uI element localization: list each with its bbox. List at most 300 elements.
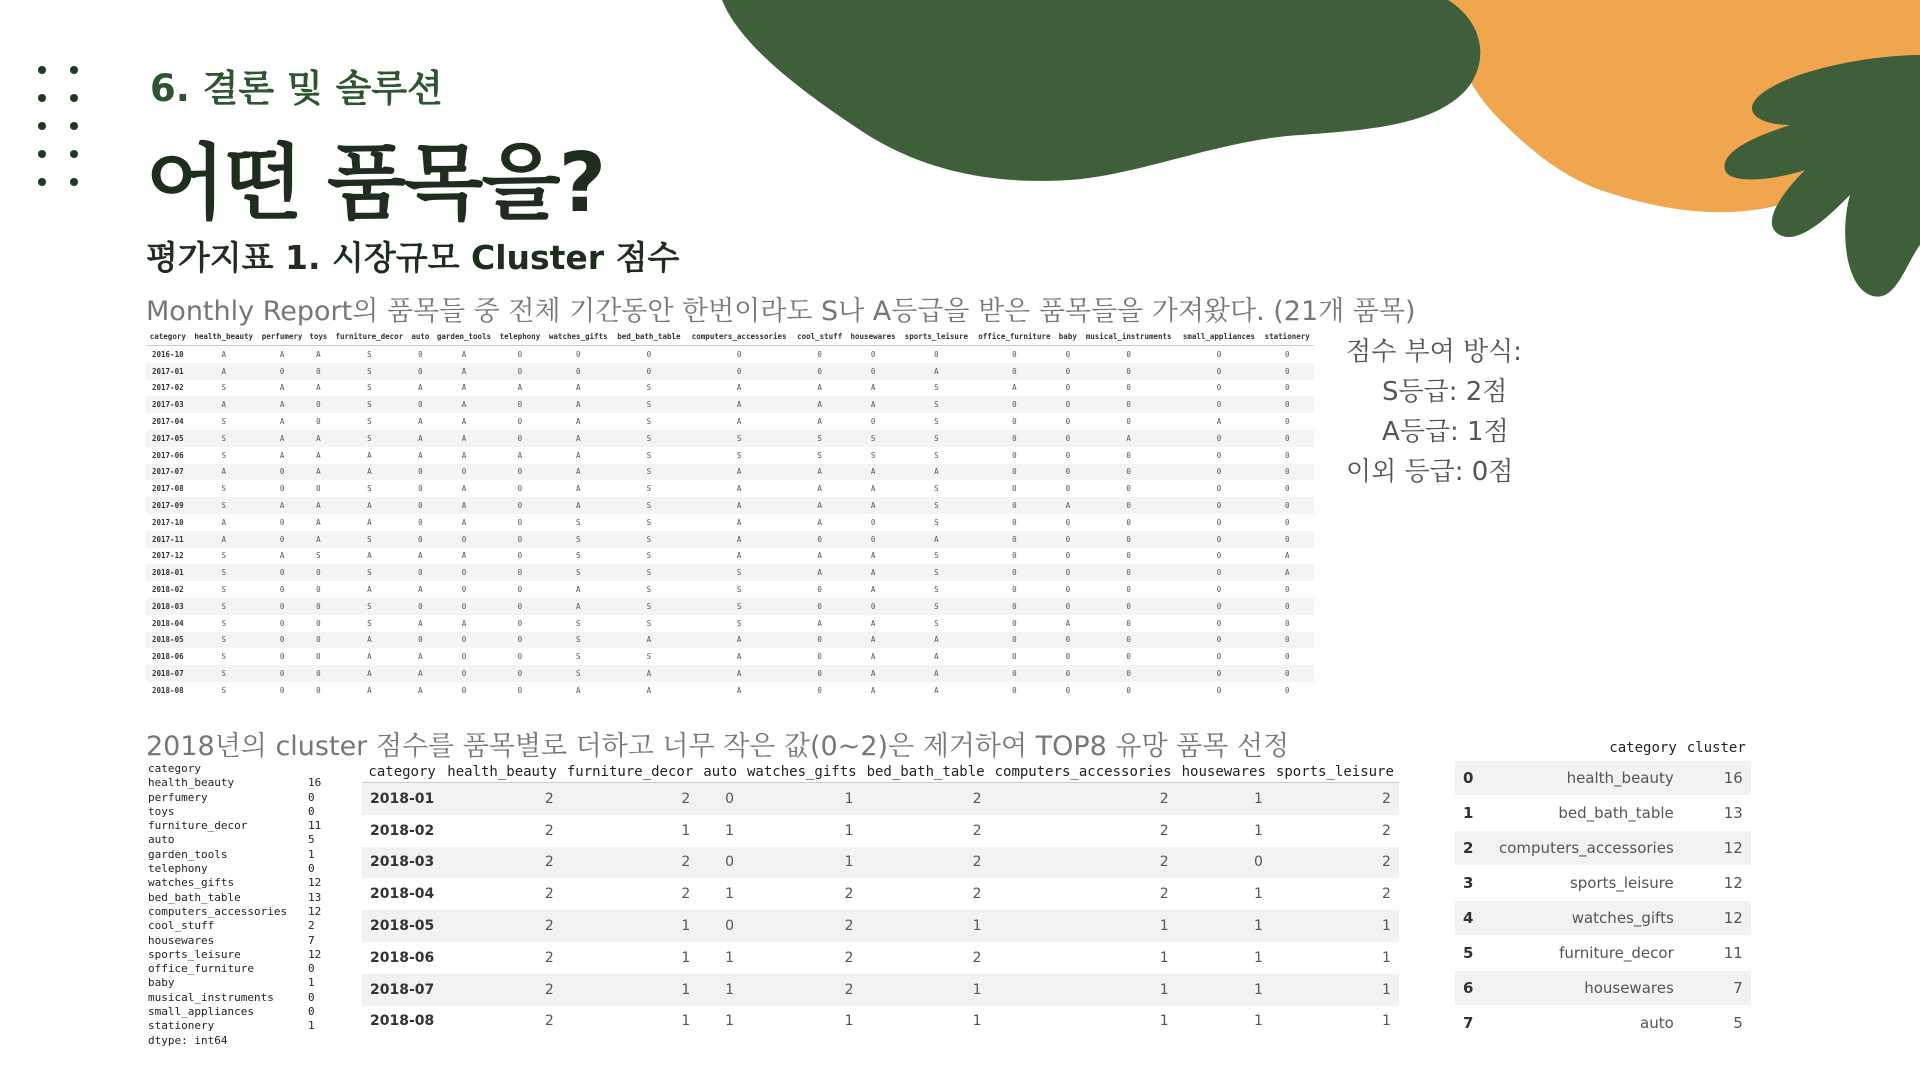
table-cell: A — [1080, 430, 1178, 447]
page-title: 어떤 품목을? — [146, 136, 605, 231]
table-cell: A — [330, 497, 408, 514]
table-cell: S — [793, 430, 846, 447]
table-cell: A — [279, 551, 285, 561]
series-row — [148, 904, 322, 919]
series-key: furniture_decor — [148, 819, 248, 833]
table-cell: A — [461, 417, 467, 427]
series-value: 0 — [308, 804, 315, 818]
column-header: toys — [306, 328, 330, 346]
table-cell: 0 — [517, 618, 523, 628]
table-cell: A — [306, 430, 330, 447]
table-cell: 1 — [698, 974, 742, 1006]
table-cell: 0 — [408, 564, 432, 581]
table-cell: S — [330, 430, 408, 447]
table-cell: 0 — [418, 484, 423, 494]
table-cell: A — [330, 464, 408, 481]
table-row — [146, 464, 1314, 481]
table-cell: A — [279, 349, 285, 359]
table-cell: 0 — [432, 464, 495, 481]
table-cell: 2 — [442, 847, 562, 879]
table-cell: 2018-08 — [152, 685, 184, 695]
table-cell: 0 — [1080, 665, 1178, 682]
table-cell: 0 — [1126, 618, 1131, 628]
table-cell: 0 — [306, 564, 330, 581]
table-cell: 0 — [973, 497, 1056, 514]
table-cell: S — [190, 632, 258, 649]
table-cell: 2018-06 — [152, 652, 184, 662]
table-cell: 0 — [1126, 383, 1131, 393]
description-monthly: Monthly Report의 품목들 중 전체 기간동안 한번이라도 S나 A등급을 받은 품목들을 가져왔다. (21개 품목) — [146, 296, 1416, 327]
table-cell: 5 — [1682, 1006, 1751, 1041]
table-cell: 2 — [742, 910, 862, 942]
table-cell: 0 — [973, 363, 1056, 380]
table-cell: 0 — [258, 464, 307, 481]
table-row — [146, 430, 1314, 447]
table-cell: S — [221, 551, 226, 561]
table-cell: 1 — [844, 1013, 854, 1030]
table-cell: S — [934, 585, 939, 595]
table-cell: 1 — [990, 974, 1177, 1006]
table-cell: bed_bath_table — [1491, 796, 1682, 831]
table-cell: S — [221, 450, 226, 460]
series-value: 7 — [308, 933, 315, 947]
table-cell: A — [461, 450, 467, 460]
table-cell: A — [418, 685, 423, 695]
table-cell: 2 — [544, 822, 554, 839]
table-cell: 0 — [1126, 417, 1131, 427]
table-cell: 2018-01 — [362, 783, 442, 815]
table-cell: 2017-04 — [152, 417, 184, 427]
table-cell: 2 — [1271, 847, 1399, 879]
table-cell: S — [330, 531, 408, 548]
table-cell: 0 — [1080, 396, 1178, 413]
table-cell: 1 — [1159, 949, 1169, 966]
table-cell: 0 — [1177, 564, 1260, 581]
series-value: 12 — [308, 904, 322, 918]
table-cell: 0 — [408, 363, 432, 380]
column-header: cluster — [1686, 740, 1746, 756]
table-cell: 0 — [1056, 564, 1080, 581]
table-row — [146, 363, 1314, 380]
series-row — [148, 1019, 318, 1033]
table-cell: 2017-12 — [152, 551, 184, 561]
table-cell: 2 — [972, 822, 982, 839]
table-row — [146, 598, 1314, 615]
table-cell: 0 — [1056, 363, 1080, 380]
table-cell: A — [190, 396, 258, 413]
table-cell: 0 — [1216, 450, 1222, 460]
table-row — [146, 346, 1314, 363]
table-cell: A — [846, 632, 899, 649]
table-cell: 2 — [742, 974, 862, 1006]
table-cell: 0 — [279, 585, 285, 595]
table-cell: 2 — [862, 847, 990, 879]
table-cell: 0 — [1216, 349, 1222, 359]
table-cell: S — [685, 564, 792, 581]
series-value: 1 — [308, 976, 315, 990]
table-cell: 0 — [496, 464, 545, 481]
table-cell: 2 — [844, 886, 854, 903]
table-cell: 0 — [1284, 349, 1290, 359]
table-cell: S — [367, 383, 372, 393]
scoring-title: 점수 부여 방식: — [1346, 337, 1522, 367]
table-cell: 0 — [496, 363, 545, 380]
series-key: baby — [148, 976, 175, 990]
table-cell: A — [934, 685, 939, 695]
table-cell: 6 — [1455, 971, 1491, 1006]
cluster-score-table-2018 — [362, 762, 1399, 1037]
table-cell: A — [870, 383, 876, 393]
table-cell: A — [576, 417, 581, 427]
green-blob — [722, 0, 1480, 181]
table-cell: 0 — [408, 464, 432, 481]
table-cell: S — [612, 531, 685, 548]
table-cell: 0 — [279, 484, 285, 494]
table-cell: 0 — [1065, 417, 1071, 427]
table-cell: 0 — [316, 685, 321, 695]
series-key: toys — [148, 804, 175, 818]
table-cell: 0 — [517, 484, 523, 494]
column-header: furniture_decor — [562, 762, 698, 783]
table-cell: S — [646, 484, 652, 494]
table-cell: 1 — [681, 949, 691, 966]
table-cell: S — [190, 564, 258, 581]
table-cell: 0 — [1177, 665, 1260, 682]
table-cell: 1 — [862, 910, 990, 942]
table-cell: 0 — [258, 531, 307, 548]
table-cell: 1 — [1382, 1013, 1391, 1030]
table-cell: 2 — [990, 783, 1177, 815]
table-cell: 0 — [1260, 464, 1314, 481]
table-cell: A — [900, 363, 973, 380]
table-cell: housewares — [1491, 971, 1682, 1006]
table-row — [1455, 971, 1751, 1006]
table-cell: 0 — [408, 632, 432, 649]
table-row — [146, 648, 1314, 665]
table-cell: S — [544, 632, 612, 649]
table-cell: A — [316, 517, 321, 527]
series-row — [148, 976, 318, 990]
table-cell: 0 — [1260, 598, 1314, 615]
table-cell: A — [258, 497, 307, 514]
table-cell: 0 — [1012, 484, 1017, 494]
table-cell: 0 — [306, 598, 330, 615]
table-cell: A — [221, 517, 226, 527]
table-row — [146, 564, 1314, 581]
table-cell: S — [934, 484, 939, 494]
table-cell: A — [685, 464, 792, 481]
table-cell: 0 — [1012, 417, 1017, 427]
table-cell: S — [900, 598, 973, 615]
table-cell: 0 — [496, 564, 545, 581]
table-cell: A — [685, 531, 792, 548]
table-cell: A — [846, 396, 899, 413]
table-cell: 2017-07 — [146, 464, 190, 481]
table-cell: 0 — [870, 417, 876, 427]
table-cell: 1 — [1177, 783, 1271, 815]
table-cell: A — [900, 464, 973, 481]
table-cell: 0 — [1126, 517, 1131, 527]
table-row — [146, 514, 1314, 531]
table-cell: 1 — [1271, 910, 1399, 942]
table-cell: A — [1260, 564, 1314, 581]
table-cell: 1 — [1253, 822, 1263, 839]
table-cell: A — [367, 450, 372, 460]
table-cell: 2 — [1382, 822, 1391, 839]
table-cell: 2017-06 — [152, 450, 184, 460]
table-cell: A — [576, 450, 581, 460]
table-cell: A — [418, 618, 423, 628]
table-cell: A — [517, 383, 523, 393]
table-cell: furniture_decor — [1491, 936, 1682, 971]
table-cell: 0 — [793, 531, 846, 548]
table-cell: 0 — [1056, 430, 1080, 447]
table-cell: 0 — [258, 632, 307, 649]
table-cell: 13 — [1682, 796, 1751, 831]
series-row — [148, 919, 318, 933]
table-cell: A — [793, 564, 846, 581]
table-cell: 0 — [736, 349, 742, 359]
series-key: telephony — [148, 862, 208, 876]
table-cell: 0 — [517, 517, 523, 527]
table-cell: 2016-10 — [152, 349, 184, 359]
table-cell: 0 — [1177, 632, 1260, 649]
table-cell: A — [685, 497, 792, 514]
table-cell: 0 — [817, 349, 822, 359]
table-cell: 0 — [973, 430, 1056, 447]
table-cell: 2 — [544, 886, 554, 903]
series-value: 2 — [308, 919, 315, 933]
table-cell: A — [367, 652, 372, 662]
table-cell: 0 — [306, 632, 330, 649]
table-cell: A — [306, 464, 330, 481]
table-cell: A — [461, 551, 467, 561]
table-cell: 0 — [1065, 517, 1071, 527]
table-cell: S — [612, 396, 685, 413]
table-row — [146, 380, 1314, 397]
column-header: bed_bath_table — [862, 762, 990, 783]
table-cell: A — [817, 551, 822, 561]
table-cell: 0 — [1126, 349, 1131, 359]
column-header: perfumery — [258, 328, 307, 346]
table-cell: 0 — [432, 665, 495, 682]
table-cell: A — [846, 665, 899, 682]
table-cell: A — [846, 464, 899, 481]
table-cell: 0 — [1080, 464, 1178, 481]
table-cell: A — [316, 450, 321, 460]
table-cell: 2017-11 — [146, 531, 190, 548]
table-cell: S — [900, 430, 973, 447]
table-cell: 0 — [1065, 652, 1071, 662]
table-cell: 0 — [517, 551, 523, 561]
table-cell: watches_gifts — [1491, 901, 1682, 936]
table-cell: S — [736, 585, 742, 595]
table-cell: 0 — [408, 396, 432, 413]
table-cell: A — [870, 618, 876, 628]
table-cell: S — [221, 417, 226, 427]
series-key: health_beauty — [148, 776, 235, 790]
column-header — [1455, 736, 1491, 761]
table-cell: S — [612, 464, 685, 481]
series-key: auto — [148, 833, 175, 847]
table-cell: A — [367, 685, 372, 695]
table-cell: 0 — [698, 847, 742, 879]
table-cell: S — [316, 551, 321, 561]
table-cell: A — [316, 383, 321, 393]
table-cell: 2018-05 — [146, 632, 190, 649]
table-cell: A — [846, 497, 899, 514]
table-cell: health_beauty — [1491, 761, 1682, 796]
table-cell: A — [736, 517, 742, 527]
series-row — [148, 962, 318, 976]
column-header: watches_gifts — [544, 328, 612, 346]
series-key: watches_gifts — [148, 876, 235, 890]
table-cell: 2 — [1455, 831, 1491, 866]
table-cell: A — [279, 450, 285, 460]
table-cell: 0 — [279, 517, 285, 527]
table-cell: S — [900, 396, 973, 413]
table-cell: 0 — [1260, 396, 1314, 413]
table-cell: A — [817, 383, 822, 393]
table-cell: A — [461, 383, 467, 393]
table-cell: computers_accessories — [1491, 831, 1682, 866]
table-cell: 0 — [432, 598, 495, 615]
table-cell: 0 — [1216, 383, 1222, 393]
table-cell: A — [279, 417, 285, 427]
table-cell: A — [685, 396, 792, 413]
table-cell: S — [330, 396, 408, 413]
table-cell: S — [612, 598, 685, 615]
table-cell: 0 — [1056, 464, 1080, 481]
table-cell: A — [258, 396, 307, 413]
table-cell: 0 — [1126, 551, 1131, 561]
table-cell: 0 — [316, 417, 321, 427]
table-cell: A — [418, 585, 423, 595]
column-header: category — [362, 762, 442, 783]
table-cell: S — [646, 585, 652, 595]
table-cell: A — [418, 417, 423, 427]
table-cell: S — [612, 564, 685, 581]
table-row — [146, 665, 1314, 682]
table-cell: 0 — [1455, 761, 1491, 796]
table-row — [362, 942, 1399, 974]
table-cell: 2017-05 — [146, 430, 190, 447]
table-cell: 7 — [1682, 971, 1751, 1006]
table-cell: 2017-02 — [152, 383, 184, 393]
table-cell: A — [517, 450, 523, 460]
table-cell: 0 — [817, 652, 822, 662]
table-cell: 0 — [1177, 847, 1271, 879]
table-cell: 0 — [1260, 430, 1314, 447]
table-cell: 0 — [846, 531, 899, 548]
table-cell: 2 — [1159, 822, 1169, 839]
table-cell: 0 — [793, 363, 846, 380]
series-key: office_furniture — [148, 962, 254, 976]
table-cell: A — [646, 685, 652, 695]
table-cell: S — [190, 497, 258, 514]
table-cell: 0 — [973, 396, 1056, 413]
description-top8: 2018년의 cluster 점수를 품목별로 더하고 너무 작은 값(0~2)은 제거하여 TOP8 유망 품목 선정 — [146, 731, 1290, 762]
table-cell: S — [646, 517, 652, 527]
table-cell: A — [576, 383, 581, 393]
table-cell: 0 — [279, 685, 285, 695]
table-cell: 1 — [1253, 1013, 1263, 1030]
series-row — [148, 776, 322, 790]
table-cell: 1 — [862, 974, 990, 1006]
table-cell: 1 — [990, 910, 1177, 942]
table-cell: A — [736, 383, 742, 393]
table-cell: 0 — [1080, 497, 1178, 514]
table-cell: A — [408, 665, 432, 682]
table-cell: A — [461, 484, 467, 494]
table-cell: S — [934, 417, 939, 427]
column-header: auto — [408, 328, 432, 346]
table-cell: S — [576, 551, 581, 561]
table-cell: 2 — [844, 949, 854, 966]
table-cell: 0 — [258, 665, 307, 682]
table-cell: A — [544, 396, 612, 413]
table-cell: 2017-01 — [146, 363, 190, 380]
table-cell: S — [576, 618, 581, 628]
table-cell: 12 — [1682, 866, 1751, 901]
column-header: stationery — [1260, 328, 1314, 346]
table-cell: S — [612, 430, 685, 447]
table-cell: A — [306, 497, 330, 514]
series-value: 0 — [308, 990, 315, 1004]
table-cell: 2 — [972, 886, 982, 903]
table-cell: 0 — [1065, 585, 1071, 595]
table-cell: 0 — [973, 464, 1056, 481]
table-cell: 0 — [517, 652, 523, 662]
table-cell: 1 — [562, 974, 698, 1006]
table-cell: 2 — [862, 783, 990, 815]
table-cell: 0 — [870, 517, 876, 527]
table-cell: 2 — [1271, 783, 1399, 815]
table-cell: 0 — [1012, 450, 1017, 460]
table-row — [146, 480, 1314, 497]
table-cell: A — [1284, 551, 1290, 561]
table-cell: 12 — [1682, 831, 1751, 866]
series-key: perfumery — [148, 790, 208, 804]
table-cell: 2018-05 — [362, 910, 442, 942]
table-cell: A — [190, 363, 258, 380]
scoring-other: 이외 등급: 0점 — [1346, 457, 1514, 487]
table-cell: 2 — [544, 949, 554, 966]
table-cell: 0 — [934, 349, 939, 359]
table-cell: A — [817, 618, 822, 628]
table-cell: 0 — [496, 632, 545, 649]
table-cell: 0 — [306, 665, 330, 682]
table-cell: A — [736, 551, 742, 561]
table-cell: 11 — [1682, 936, 1751, 971]
series-key: computers_accessories — [148, 904, 288, 918]
table-row — [146, 682, 1314, 699]
table-cell: S — [221, 685, 226, 695]
table-cell: 0 — [517, 685, 523, 695]
table-cell: 0 — [258, 598, 307, 615]
table-cell: 0 — [418, 517, 423, 527]
table-cell: 1 — [725, 886, 734, 903]
series-row — [148, 848, 318, 862]
table-cell: S — [846, 430, 899, 447]
cluster-sum-series — [148, 762, 322, 1048]
table-cell: 0 — [1012, 618, 1017, 628]
table-row — [146, 531, 1314, 548]
table-cell: 0 — [432, 632, 495, 649]
series-row — [148, 805, 318, 819]
table-cell: 0 — [1080, 598, 1178, 615]
table-cell: 0 — [1080, 564, 1178, 581]
